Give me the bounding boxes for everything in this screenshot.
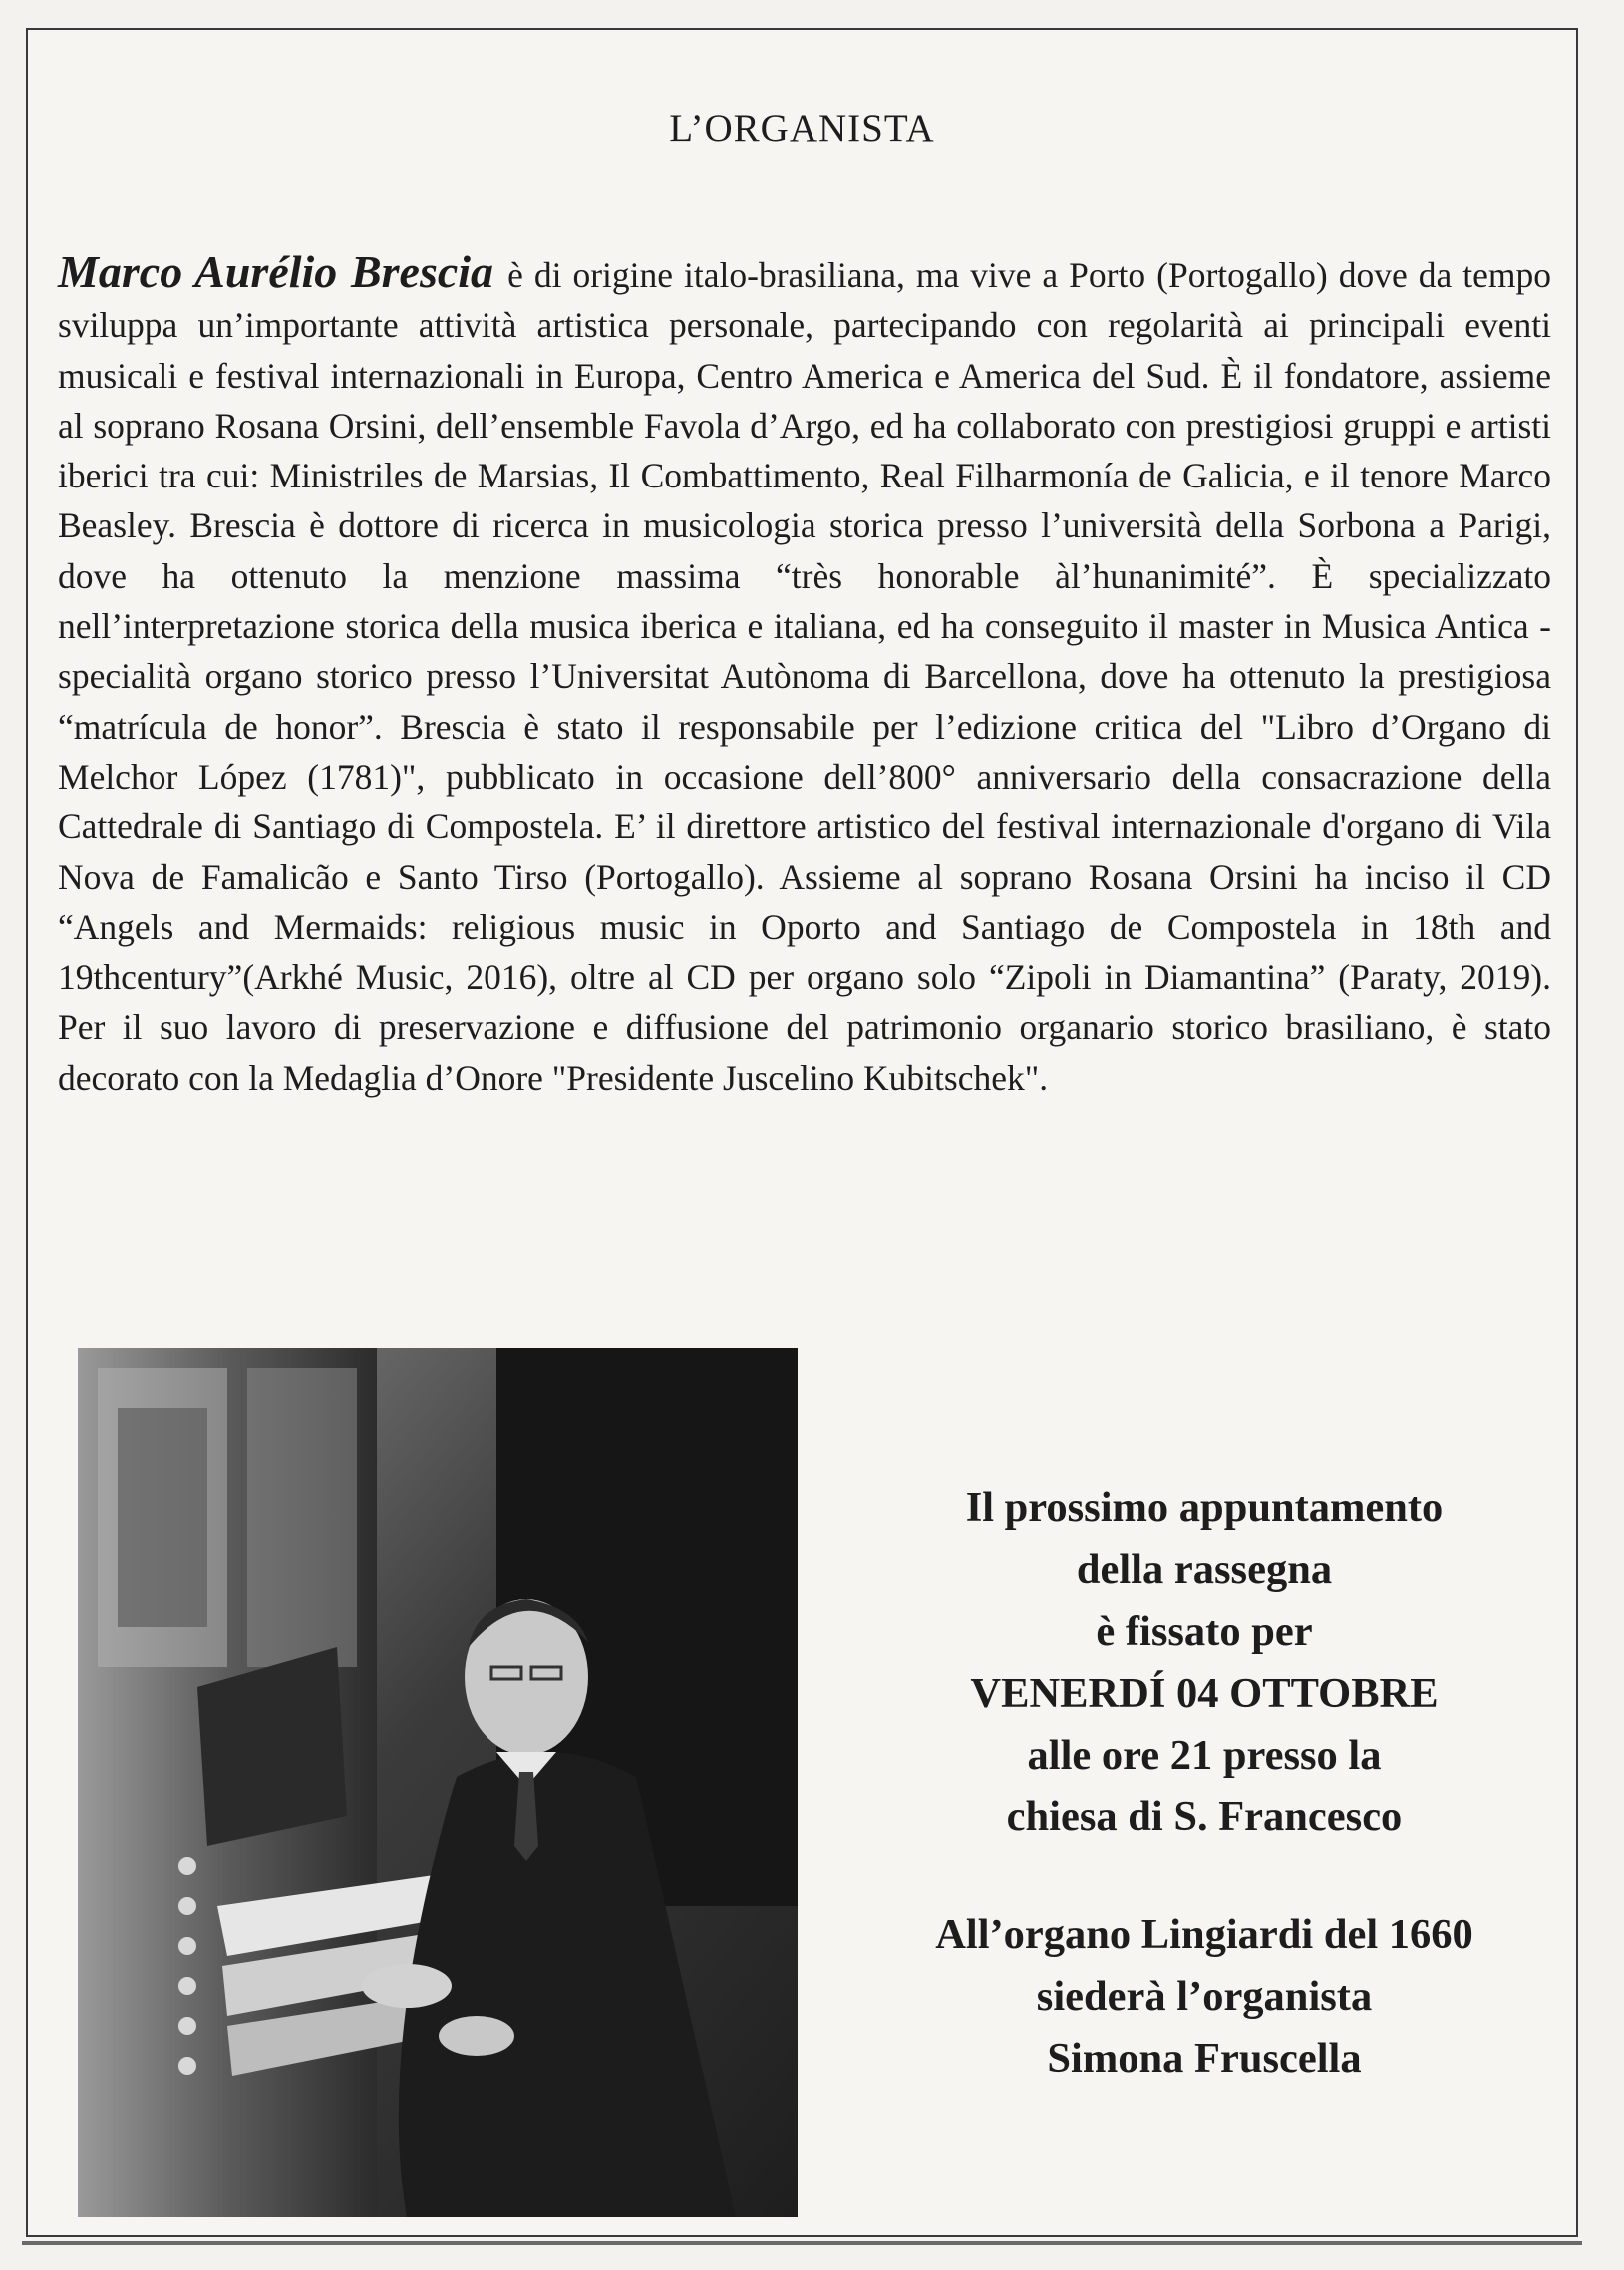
biography-text: è di origine italo-brasiliana, ma vive a Porto (Portogallo) dove da tempo sviluppa un’importante attività artistica personale, partecipando con regolarità ai principali eventi musicali e festival internazionali in Europa, Centro America e America del Sud. È il fondatore, assieme al soprano Rosana Orsini, dell’ensemble Favola d’Argo, ed ha collaborato con prestigiosi gruppi e artisti iberici tra cui: Ministriles de Marsias, Il Combattimento, Real Filharmonía de Galicia, e il tenore Marco Beasley. Brescia è dottore di ricerca in musicologia storica presso l’università della Sorbona a Parigi, dove ha ottenuto la menzione massima “très honorable àl’hunanimité”. È specializzato nell’interpretazione storica della musica iberica e italiana, ed ha conseguito il master in Musica Antica - specialità organo storico presso l’Universitat Autònoma di Barcellona, dove ha ottenuto la prestigiosa “matrícula de honor”. Brescia è stato il responsabile per l’edizione critica del "Libro d’Organo di Melchor López (1781)", pubblicato in occasione dell’800° anniversario della consacrazione della Cattedrale di Santiago di Compostela. E’ il direttore artistico del festival internazionale d'organo di Vila Nova de Famalicão e Santo Tirso (Portogallo). Assieme al soprano Rosana Orsini ha inciso il CD “Angels and Mermaids: religious music in Oporto and Santiago de Compostela in 18th and 19thcentury”(Arkhé Music, 2016), oltre al CD per organo solo “Zipoli in Diamantina” (Paraty, 2019). Per il suo lavoro di preservazione e diffusione del patrimonio organario storico brasiliano, è stato decorato con la Medaglia d’Onore "Presidente Juscelino Kubitschek". (58, 255, 1552, 1098)
announcement-line: All’organo Lingiardi del 1660 (935, 1911, 1473, 1958)
organist-at-organ-image (78, 1348, 798, 2217)
announcement-performer: Simona Fruscella (1047, 2035, 1362, 2082)
announcement-line: alle ore 21 presso la (1027, 1732, 1382, 1779)
biography-paragraph (58, 247, 1551, 1103)
page-title: L’ORGANISTA (669, 107, 935, 150)
next-concert-announcement (825, 1477, 1583, 2090)
organist-photo (78, 1348, 798, 2217)
announcement-venue: chiesa di S. Francesco (1006, 1793, 1403, 1840)
announcement-line: è fissato per (1096, 1608, 1313, 1655)
page-frame (26, 28, 1578, 2237)
spacer (825, 1848, 1583, 1904)
announcement-date: VENERDÍ 04 OTTOBRE (970, 1670, 1439, 1717)
announcement-line: Il prossimo appuntamento (965, 1484, 1444, 1531)
organist-name: Marco Aurélio Brescia (58, 246, 494, 297)
announcement-line: della rassegna (1076, 1546, 1333, 1593)
announcement-line: siederà l’organista (1036, 1973, 1373, 2020)
